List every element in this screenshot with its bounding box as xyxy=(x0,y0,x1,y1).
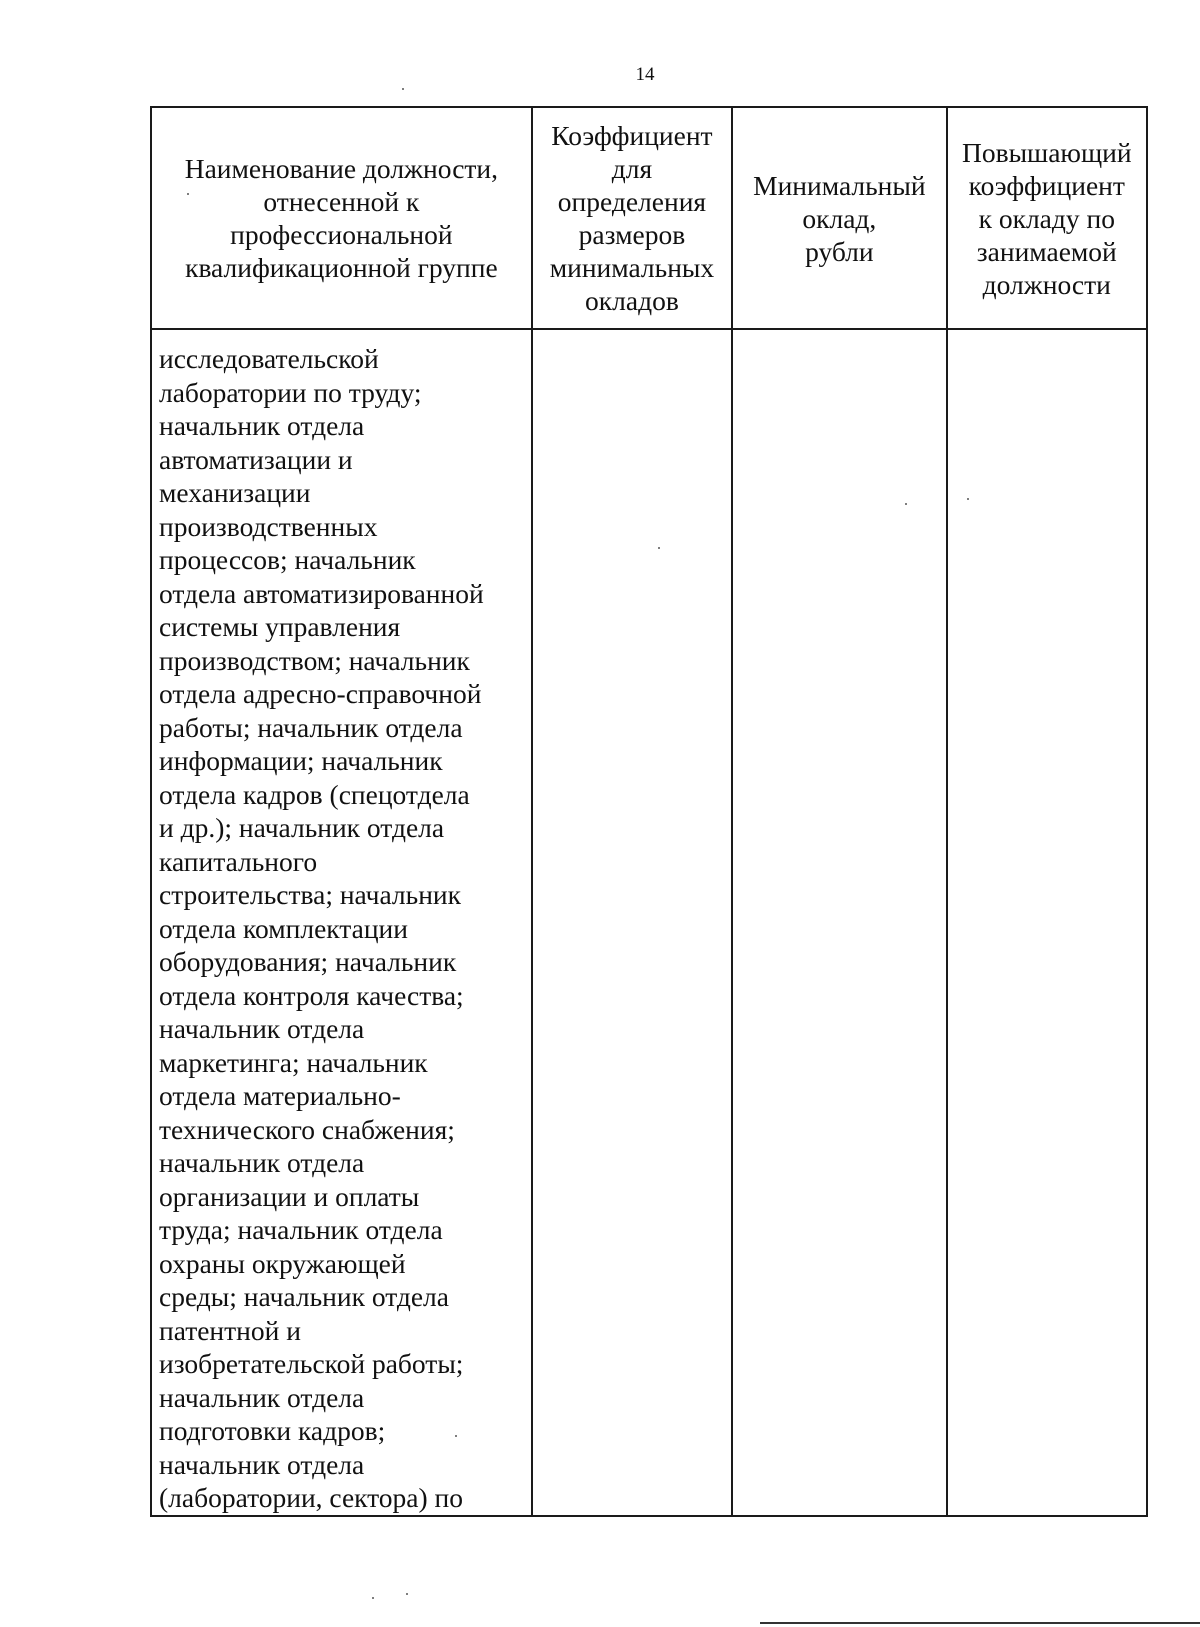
position-name-line: автоматизации и xyxy=(159,443,353,475)
position-name-cell xyxy=(151,329,532,1516)
scan-speck xyxy=(402,88,404,90)
header-coefficient xyxy=(532,107,732,329)
position-name-line: организации и оплаты xyxy=(159,1180,420,1212)
position-name-line: патентной и xyxy=(159,1314,301,1346)
header-line: окладов xyxy=(585,285,679,316)
position-name-line: оборудования; начальник xyxy=(159,946,457,977)
position-name-line: отдела адресно-справочной xyxy=(159,678,482,709)
header-line: оклад, xyxy=(802,202,877,234)
header-line: занимаемой xyxy=(976,235,1117,267)
position-name-line: среды; начальник отдела xyxy=(159,1281,449,1312)
header-raising-coefficient xyxy=(947,107,1147,329)
header-line: коэффициент xyxy=(968,169,1125,201)
min-salary-cell xyxy=(732,329,946,1516)
header-line: минимальных xyxy=(549,252,715,283)
position-name-line: производственных xyxy=(159,510,378,542)
position-name-line: лаборатории по труду; xyxy=(159,376,422,408)
position-name-line: отдела контроля качества; xyxy=(159,979,464,1011)
raising-coefficient-cell xyxy=(947,329,1147,1516)
scan-speck xyxy=(658,547,660,549)
bottom-edge-line xyxy=(760,1622,1200,1624)
header-line: должности xyxy=(982,268,1111,300)
header-line: для xyxy=(611,153,653,184)
position-name-line: начальник отдела xyxy=(159,1448,365,1480)
header-line: квалификационной группе xyxy=(185,252,498,283)
header-line: рубли xyxy=(805,235,874,267)
position-name-line: подготовки кадров; xyxy=(159,1415,386,1446)
scan-speck xyxy=(187,193,189,195)
page-number: 14 xyxy=(635,64,655,85)
position-name-line: исследовательской xyxy=(159,343,379,374)
position-name-line: начальник отдела xyxy=(159,1147,365,1178)
table-row xyxy=(151,329,1147,1516)
header-line: Наименование должности, xyxy=(184,153,499,184)
position-name-line: отдела автоматизированной xyxy=(159,577,484,609)
position-name-line: строительства; начальник xyxy=(159,879,461,910)
header-line: профессиональной xyxy=(230,219,453,250)
scan-speck xyxy=(905,503,907,505)
header-line: отнесенной к xyxy=(263,186,420,217)
header-line: определения xyxy=(557,186,707,217)
scan-speck xyxy=(455,1435,457,1437)
table-header-row xyxy=(151,107,1147,329)
position-name-line: охраны окружающей xyxy=(159,1247,406,1279)
position-name-line: механизации xyxy=(159,477,311,508)
header-min-salary xyxy=(732,107,946,329)
header-line: Минимальный xyxy=(753,169,926,201)
position-name-line: начальник отдела xyxy=(159,1381,365,1413)
position-name-line: производством; начальник xyxy=(159,644,470,676)
header-position-name xyxy=(151,107,532,329)
salary-table xyxy=(150,106,1148,1517)
position-name-line: отдела комплектации xyxy=(159,912,408,944)
position-name-line: начальник отдела xyxy=(159,410,365,441)
position-name-line: капитального xyxy=(159,845,318,877)
header-line: к окладу по xyxy=(978,202,1115,234)
position-name-line: маркетинга; начальник xyxy=(159,1046,428,1078)
header-line: Коэффициент xyxy=(551,120,713,151)
scan-speck xyxy=(967,498,969,500)
position-name-line: отдела кадров (спецотдела xyxy=(159,778,470,810)
header-line: Повышающий xyxy=(961,136,1132,168)
position-name-line: (лаборатории, сектора) по xyxy=(159,1482,464,1513)
header-line: размеров xyxy=(578,219,686,250)
position-name-line: системы управления xyxy=(159,611,401,642)
position-name-line: работы; начальник отдела xyxy=(159,711,463,743)
position-name-line: процессов; начальник xyxy=(159,544,416,575)
position-name-line: и др.); начальник отдела xyxy=(159,812,445,843)
coefficient-cell xyxy=(532,329,732,1516)
scan-speck xyxy=(372,1597,374,1599)
position-name-line: труда; начальник отдела xyxy=(159,1214,443,1245)
position-name-text xyxy=(152,330,531,1515)
position-name-line: технического снабжения; xyxy=(159,1113,455,1145)
position-name-line: отдела материально- xyxy=(159,1080,401,1111)
position-name-line: информации; начальник xyxy=(159,745,443,776)
position-name-line: начальник отдела xyxy=(159,1013,365,1044)
scan-speck xyxy=(406,1593,408,1595)
position-name-line: изобретательской работы; xyxy=(159,1348,464,1379)
